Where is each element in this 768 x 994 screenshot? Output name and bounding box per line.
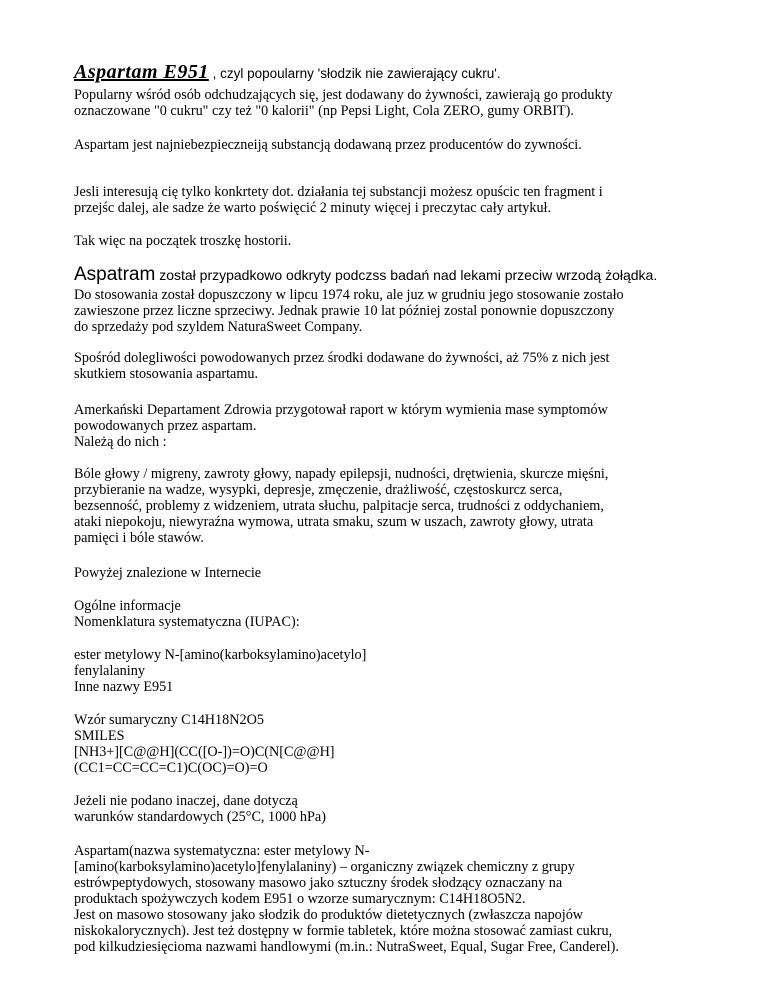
title-line <box>74 61 714 83</box>
text-line: [amino(karboksylamino)acetylo]fenylalaniny) – organiczny związek chemiczny z grupy <box>74 859 575 875</box>
history-lead-line <box>74 264 714 287</box>
text-line: skutkiem stosowania aspartamu. <box>74 366 259 382</box>
history-lead-word: Aspatram <box>74 264 156 285</box>
text-line: fenylalaniny <box>74 663 145 679</box>
text-line: powodowanych przez aspartam. <box>74 418 257 434</box>
text-line: Bóle głowy / migreny, zawroty głowy, napady epilepsji, nudności, drętwienia, skurcze mięśni, <box>74 466 609 482</box>
text-line: (CC1=CC=CC=C1)C(OC)=O)=O <box>74 760 268 776</box>
document-title: Aspartam E951 <box>74 61 209 83</box>
stat-paragraph <box>74 350 714 382</box>
text-line: ester metylowy N-[amino(karboksylamino)acetylo] <box>74 647 367 663</box>
text-line: Nomenklatura systematyczna (IUPAC): <box>74 614 300 630</box>
text-line: Amerkański Departament Zdrowia przygotował raport w którym wymienia mase symptomów <box>74 402 608 418</box>
text-line: pod kilkudziesięcioma nazwami handlowymi (m.in.: NutraSweet, Equal, Sugar Free, Canderel). <box>74 939 619 955</box>
text-line: Jesli interesują cię tylko konkrtety dot. działania tej substancji możesz opuścic ten fragment i <box>74 184 603 200</box>
conditions-paragraph <box>74 793 714 825</box>
found-paragraph <box>74 565 714 581</box>
formula-paragraph <box>74 712 714 776</box>
text-line: pamięci i bóle stawów. <box>74 530 204 546</box>
text-line: bezsenność, problemy z widzeniem, utrata słuchu, palpitacje serca, trudności z oddychaniem, <box>74 498 604 514</box>
text-line: Jest on masowo stosowany jako słodzik do produktów dietetycznych (zwłaszcza napojów <box>74 907 584 923</box>
history-paragraph <box>74 264 714 335</box>
text-line: estrówpeptydowych, stosowany masowo jako sztuczny środek słodzący oznaczany na <box>74 875 563 891</box>
text-line: [NH3+][C@@H](CC([O-])=O)C(N[C@@H] <box>74 744 335 760</box>
text-line: Wzór sumaryczny C14H18N2O5 <box>74 712 264 728</box>
text-line: Spośród dolegliwości powodowanych przez środki dodawane do żywności, aż 75% z nich jest <box>74 350 610 366</box>
text-line: Aspartam jest najniebezpieczneiją substancją dodawaną przez producentów do zywności. <box>74 137 582 153</box>
text-line: Tak więc na początek troszkę hostorii. <box>74 233 292 249</box>
intro-paragraph <box>74 87 714 119</box>
text-line: Należą do nich : <box>74 434 167 450</box>
text-line: Do stosowania został dopuszczony w lipcu 1974 roku, ale juz w grudniu jego stosowanie zostało <box>74 287 624 303</box>
general-info-paragraph <box>74 598 714 630</box>
text-line: ataki niepokoju, niewyraźna wymowa, utrata smaku, szum w uszach, zawroty głowy, utrata <box>74 514 594 530</box>
text-line: warunków standardowych (25°C, 1000 hPa) <box>74 809 326 825</box>
text-line: oznaczowane "0 cukru" czy też "0 kalorii" (np Pepsi Light, Cola ZERO, gumy ORBIT). <box>74 103 574 119</box>
text-line: zawieszone przez liczne sprzeciwy. Jednak prawie 10 lat później zostal ponownie dopuszczony <box>74 303 615 319</box>
text-line: SMILES <box>74 728 125 744</box>
history-lead-rest: został przypadkowo odkryty podczss badań nad lekami przeciw wrzodą żołądka. <box>155 267 658 283</box>
text-line: niskokalorycznych). Jest też dostępny w formie tabletek, które można stosować zamiast cukru, <box>74 923 613 939</box>
final-paragraph <box>74 843 714 955</box>
text-line: Aspartam(nazwa systematyczna: ester metylowy N- <box>74 843 370 859</box>
history-intro-paragraph <box>74 233 714 249</box>
text-line: Inne nazwy E951 <box>74 679 174 695</box>
skip-paragraph <box>74 184 714 216</box>
text-line: przejśc dalej, ale sadze że warto poświęcić 2 minuty więcej i preczytac cały artykuł. <box>74 200 552 216</box>
text-line: Powyżej znalezione w Internecie <box>74 565 262 581</box>
symptoms-paragraph <box>74 466 714 546</box>
title-tail: , czyl popoularny 'słodzik nie zawierający cukru'. <box>208 66 501 81</box>
text-line: produktach spożywczych kodem E951 o wzorze sumarycznym: C14H18O5N2. <box>74 891 526 907</box>
report-paragraph <box>74 402 714 450</box>
text-line: do sprzedaży pod szyldem NaturaSweet Company. <box>74 319 363 335</box>
text-line: przybieranie na wadze, wysypki, depresje, zmęczenie, drażliwość, częstoskurcz serca, <box>74 482 563 498</box>
text-line: Jeżeli nie podano inaczej, dane dotyczą <box>74 793 298 809</box>
text-line: Popularny wśród osób odchudzających się, jest dodawany do żywności, zawierają go produkty <box>74 87 613 103</box>
danger-paragraph <box>74 137 714 153</box>
ester-paragraph <box>74 647 714 695</box>
text-line: Ogólne informacje <box>74 598 181 614</box>
